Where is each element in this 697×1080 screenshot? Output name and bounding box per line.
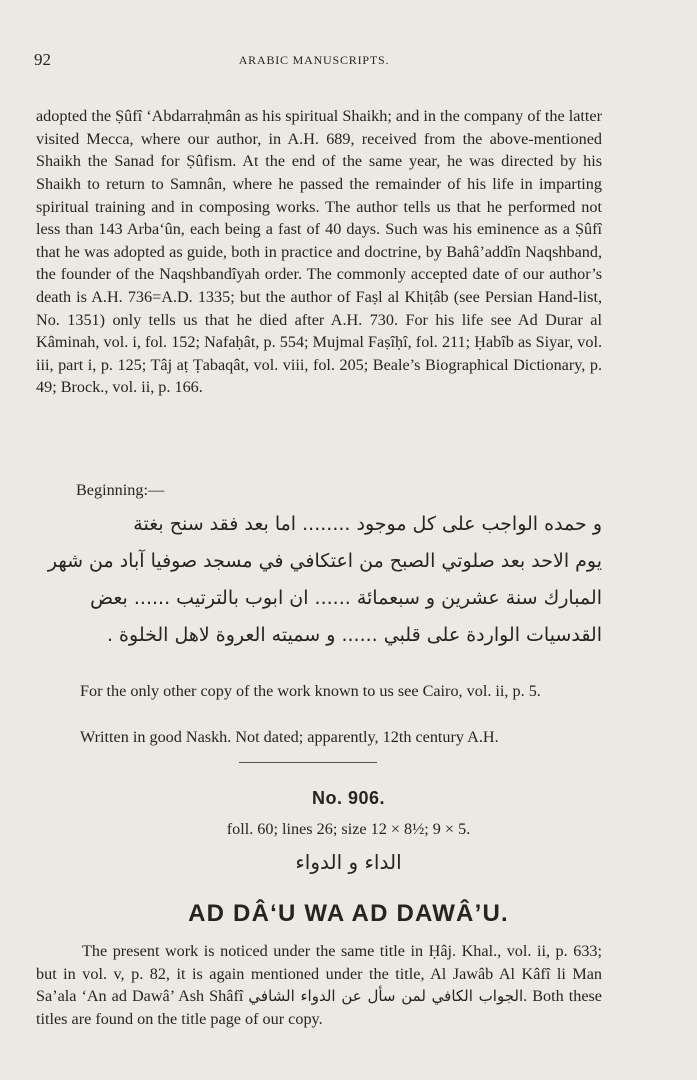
work-description-text-part-1: The present work is noticed under the same title in Ḥâj. Khal., vol. ii, p. 633; but in vol. v, p. 82, it is again mentioned under the title, Al Jawâb Al Kâfî li Man Sa’ala ‘An ad Dawâ’ Ash Shâfî [36,942,602,1006]
arabic-incipit-line-4: القدسيات الواردة على قلبي ...... و سميته العروة لاهل الخلوة . [106,624,602,646]
arabic-incipit-line-3: المبارك سنة عشرين و سبعمائة ...... ان ابوب بالترتيب ...... بعض [90,587,602,609]
page-number: 92 [34,50,51,69]
page-header [34,50,594,70]
work-description-paragraph [36,940,602,1030]
biographical-paragraph: adopted the Ṣûfî ‘Abdarraḥmân as his spiritual Shaikh; and in the company of the latter visited Mecca, where our author, in A.H. 689, received from the above-mentioned Shaikh the Sanad for Ṣûfism. At the end of the same year, he was directed by his Shaikh to return to Samnân, where he passed the remainder of his life in imparting spiritual training and in composing works. The author tells us that he performed not less than 143 Arba‘ûn, each being a fast of 40 days. Such was his eminence as a Ṣûfî that he was adopted as guide, both in practice and doctrine, by Bahâ’addîn Naqshband, the founder of the Naqshbandîyah order. The commonly accepted date of our author’s death is A.H. 736=A.D. 1335; but the author of Faṣl al Khiṭâb (see Persian Hand-list, No. 1351) only tells us that he died after A.H. 730. For his life see Ad Durar al Kâminah, vol. i, fol. 152; Nafaḥât, p. 554; Mujmal Faṣîḥî, fol. 211; Ḥabîb as Siyar, vol. iii, part i, p. 125; Tâj aṭ Ṭabaqât, vol. viii, fol. 205; Beale’s Biographical Dictionary, p. 49; Brock., vol. ii, p. 166. [36,107,602,397]
work-title: AD DÂ‘U WA AD DAWÂ’U. [188,900,509,928]
section-divider [239,762,377,763]
arabic-incipit [40,506,602,654]
running-head: ARABIC MANUSCRIPTS. [238,53,390,67]
arabic-title: الداء و الدواء [295,850,402,874]
inline-arabic-title: الجواب الكافي لمن سأل عن الدواء الشافي [248,987,524,1006]
arabic-incipit-line-2: يوم الاحد بعد صلوتي الصبح من اعتكافي في مسجد صوفيا آباد من شهر [47,550,602,572]
arabic-incipit-line-1: و حمده الواجب على كل موجود ........ اما بعد فقد سنح بغتة [133,513,602,535]
copy-reference-paragraph: For the only other copy of the work known to us see Cairo, vol. ii, p. 5. [80,682,541,701]
work-description-text-part-2: . Both these titles are found on the title page of our copy. [36,987,602,1028]
script-date-paragraph: Written in good Naskh. Not dated; apparently, 12th century A.H. [80,728,499,747]
beginning-label: Beginning:— [76,481,165,499]
collation: foll. 60; lines 26; size 12 × 8½; 9 × 5. [226,820,471,838]
entry-number: No. 906. [311,788,386,808]
